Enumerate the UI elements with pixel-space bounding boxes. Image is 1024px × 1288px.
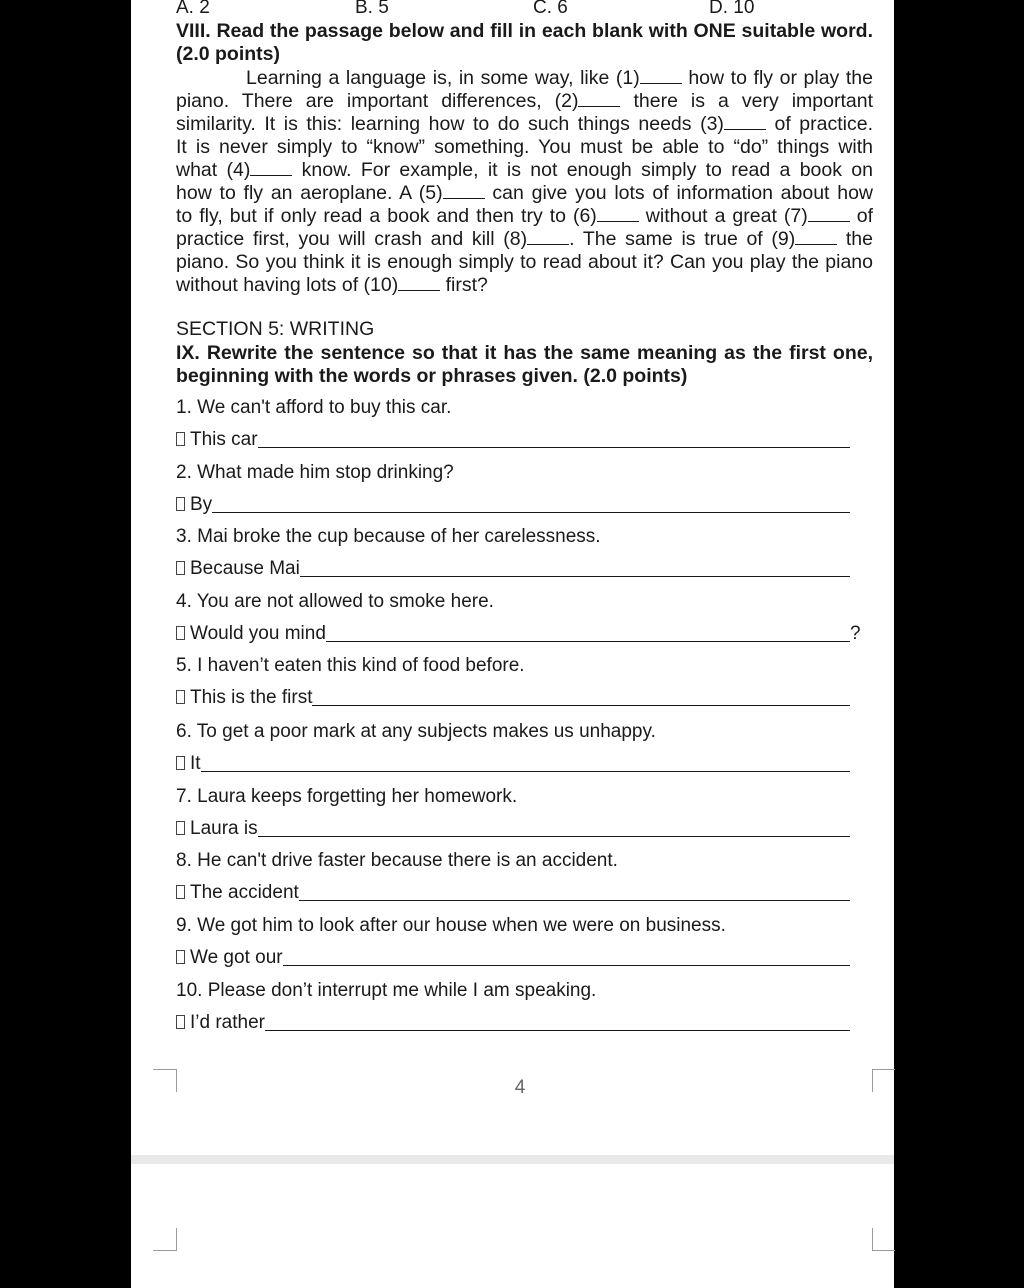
fill-blank[interactable] (640, 68, 682, 84)
answer-start-text: It (190, 753, 201, 774)
question-text: 10. Please don’t interrupt me while I am speaking. (176, 980, 597, 1001)
answer-line[interactable] (300, 576, 850, 577)
passage-text: there is a very important (620, 90, 873, 112)
section8-points: (2.0 points) (176, 43, 281, 65)
fill-blank[interactable] (808, 206, 850, 222)
passage-text: first? (440, 274, 488, 296)
answer-prompt (176, 687, 312, 709)
answer-start-text: We got our (190, 947, 283, 968)
arrow-glyph-icon (176, 950, 185, 964)
fill-blank[interactable] (527, 229, 569, 245)
passage-line (176, 251, 873, 274)
page-number: 4 (514, 1077, 526, 1098)
passage-text: how to fly an aeroplane. A (5) (176, 182, 443, 204)
arrow-glyph-icon (176, 821, 185, 835)
passage-text: similarity. It is this: learning how to do such things needs (3) (176, 113, 724, 135)
fill-blank[interactable] (398, 275, 440, 291)
question-text: 4. You are not allowed to smoke here. (176, 591, 494, 612)
corner-mark (872, 1228, 895, 1251)
passage-text: the (837, 228, 873, 250)
passage-line (176, 182, 873, 205)
corner-mark (153, 1228, 177, 1251)
question-text: 8. He can't drive faster because there is an accident. (176, 850, 618, 871)
passage-line (246, 67, 873, 90)
answer-prompt (176, 1012, 265, 1034)
question-mark: ? (850, 623, 861, 644)
passage-line (176, 205, 873, 228)
answer-prompt (176, 818, 258, 840)
passage-text: can give you lots of information about how (484, 182, 874, 204)
arrow-glyph-icon (176, 561, 185, 575)
answer-line[interactable] (258, 836, 850, 837)
passage-line (176, 274, 873, 297)
arrow-glyph-icon (176, 432, 185, 446)
page-gap (131, 1155, 894, 1164)
fill-blank[interactable] (724, 114, 766, 130)
option-c: C. 6 (533, 0, 568, 18)
answer-start-text: This car (190, 429, 258, 450)
answer-prompt (176, 882, 299, 904)
corner-mark (153, 1069, 177, 1092)
answer-prompt (176, 558, 300, 580)
answer-start-text: The accident (190, 882, 299, 903)
passage-text: of practice. (765, 113, 873, 135)
option-d: D. 10 (709, 0, 755, 18)
section8-title: VIII. Read the passage below and fill in each blank with ONE suitable word. (176, 20, 873, 42)
answer-line[interactable] (326, 641, 850, 642)
arrow-glyph-icon (176, 690, 185, 704)
arrow-glyph-icon (176, 756, 185, 770)
question-text: 7. Laura keeps forgetting her homework. (176, 786, 518, 807)
section5-heading: SECTION 5: WRITING (176, 318, 375, 340)
answer-line[interactable] (283, 965, 850, 966)
answer-prompt (176, 494, 212, 516)
passage-line (176, 159, 873, 182)
passage-text: piano. So you think it is enough simply to read about it? Can you play the piano (176, 251, 873, 273)
answer-line[interactable] (201, 771, 850, 772)
corner-mark (872, 1069, 895, 1092)
passage-text: It is never simply to “know” something. You must be able to “do” things with (176, 136, 873, 158)
answer-prompt (176, 429, 258, 451)
passage-text: Learning a language is, in some way, like (1) (246, 67, 640, 89)
answer-line[interactable] (258, 447, 850, 448)
passage-text: . The same is true of (9) (569, 228, 796, 250)
fill-blank[interactable] (578, 91, 620, 107)
question-text: 9. We got him to look after our house when we were on business. (176, 915, 726, 936)
arrow-glyph-icon (176, 497, 185, 511)
passage-line (176, 113, 873, 136)
answer-prompt (176, 623, 326, 645)
section9-title-line1: IX. Rewrite the sentence so that it has the same meaning as the first one, (176, 342, 873, 364)
answer-start-text: This is the first (190, 687, 313, 708)
answer-line[interactable] (265, 1030, 850, 1031)
passage-text: piano. There are important differences, (2) (176, 90, 579, 112)
answer-start-text: Laura is (190, 818, 258, 839)
fill-blank[interactable] (597, 206, 639, 222)
fill-blank[interactable] (443, 183, 485, 199)
answer-start-text: By (190, 494, 213, 515)
passage-text: practice first, you will crash and kill (8) (176, 228, 528, 250)
passage-text: how to fly or play the (681, 67, 873, 89)
option-b: B. 5 (355, 0, 389, 18)
passage-text: to fly, but if only read a book and then try to (6) (176, 205, 597, 227)
answer-line[interactable] (299, 900, 850, 901)
fill-blank[interactable] (795, 229, 837, 245)
passage-line (176, 228, 873, 251)
question-text: 6. To get a poor mark at any subjects makes us unhappy. (176, 721, 656, 742)
passage-line (176, 136, 873, 159)
answer-start-text: Would you mind (190, 623, 326, 644)
arrow-glyph-icon (176, 1015, 185, 1029)
passage-text: without having lots of (10) (176, 274, 399, 296)
question-text: 3. Mai broke the cup because of her carelessness. (176, 526, 601, 547)
arrow-glyph-icon (176, 626, 185, 640)
passage-text: of (849, 205, 873, 227)
passage-text: without a great (7) (638, 205, 808, 227)
fill-blank[interactable] (250, 160, 292, 176)
passage-text: know. For example, it is not enough simply to read a book on (292, 159, 873, 181)
answer-start-text: I’d rather (190, 1012, 265, 1033)
answer-prompt (176, 947, 283, 969)
question-text: 1. We can't afford to buy this car. (176, 397, 452, 418)
answer-prompt (176, 753, 201, 775)
answer-line[interactable] (312, 705, 850, 706)
passage-text: what (4) (176, 159, 251, 181)
option-a: A. 2 (176, 0, 210, 18)
section9-title-line2: beginning with the words or phrases given. (2.0 points) (176, 365, 688, 387)
answer-line[interactable] (212, 512, 850, 513)
question-text: 5. I haven’t eaten this kind of food before. (176, 655, 525, 676)
answer-start-text: Because Mai (190, 558, 300, 579)
question-text: 2. What made him stop drinking? (176, 462, 454, 483)
arrow-glyph-icon (176, 885, 185, 899)
passage-line (176, 90, 873, 113)
